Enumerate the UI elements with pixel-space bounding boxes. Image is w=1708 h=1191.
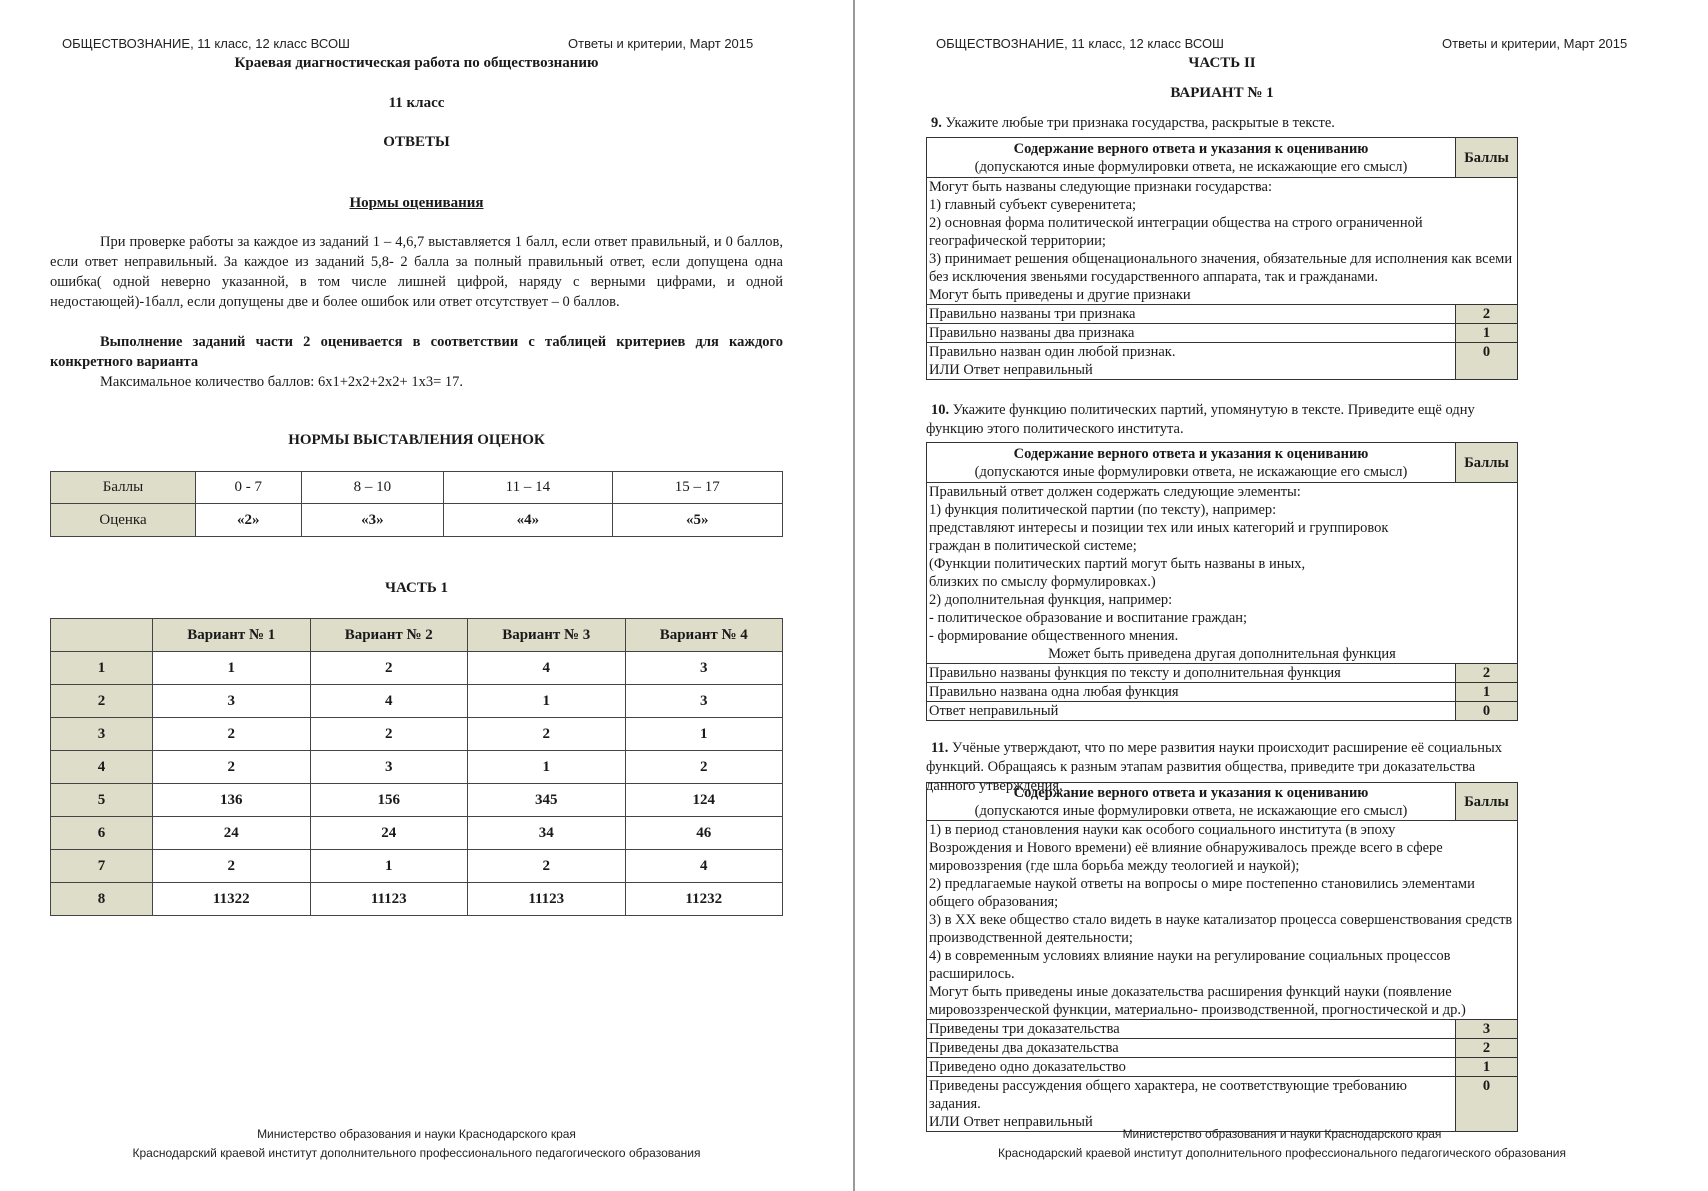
score-criterion: Ответ неправильный [927,702,1456,721]
content-line: 3) принимает решения общенационального значения, обязательные для исполнения как всеми без исключения звеньями государственного аппарата, так и гражданами. [929,251,1513,285]
answer-cell: 2 [625,751,783,784]
score-criterion: Правильно названы два признака [927,324,1456,343]
content-line: 3) в XX веке общество стало видеть в науке катализатор процесса совершенствования средств производственной деятельности; [929,912,1513,946]
grades-range: 15 – 17 [612,472,782,504]
score-value: 3 [1456,1020,1518,1039]
score-criterion: Правильно названа одна любая функция [927,683,1456,702]
answer-cell: 345 [468,784,626,817]
page-divider [853,0,855,1191]
content-line: (Функции политических партий могут быть названы в иных, [929,556,1306,572]
grades-range: 0 - 7 [196,472,302,504]
header-subject: ОБЩЕСТВОЗНАНИЕ, 11 класс, 12 класс ВСОШ [936,36,1224,51]
question-11-number: 11. [931,740,949,756]
norms-paragraph-1 [50,232,783,312]
content-line: 2) предлагаемые наукой ответы на вопросы о мире постепенно становились элементами общего образования; [929,876,1475,910]
score-value: 0 [1456,1077,1518,1132]
content-line: Могут быть приведены и другие признаки [929,287,1191,303]
score-criterion: Правильно названы функция по тексту и дополнительная функция [927,664,1456,683]
score-criterion: Приведены два доказательства [927,1039,1456,1058]
grades-mark: «3» [301,504,444,537]
score-header: Баллы [1456,138,1518,178]
grades-row2-label: Оценка [51,504,196,537]
table-row [51,652,783,685]
score-value: 0 [1456,343,1518,380]
criteria-header-note: (допускаются иные формулировки ответа, не искажающие его смысл) [974,802,1408,819]
criteria-content [927,178,1518,305]
answer-cell: 4 [310,685,468,718]
answer-cell: 1 [468,751,626,784]
task-number-cell: 1 [51,652,153,685]
score-criterion: Правильно названы три признака [927,305,1456,324]
score-criterion-line: Правильно назван один любой признак. [929,344,1176,360]
question-10-number: 10. [931,402,950,418]
answer-cell: 4 [468,652,626,685]
score-value: 1 [1456,324,1518,343]
score-value: 1 [1456,683,1518,702]
answer-cell: 2 [468,850,626,883]
grades-mark: «2» [196,504,302,537]
task-number-cell: 7 [51,850,153,883]
table-row [51,685,783,718]
criteria-table-q9 [926,137,1518,380]
norms-p1-text: При проверке работы за каждое из заданий 1 – 4,6,7 выставляется 1 балл, если ответ правильный, и 0 баллов, если ответ неправильный. За каждое из заданий 5,8- 2 балла за полный правильный ответ, если допущена одна ошибка( одной неверно указанной, в том числе лишней цифрой, наряду с верными цифрами, и одной недостающей)-1балл, если допущены две и более ошибок или ответ отсутствует – 0 баллов. [50,234,783,310]
answer-cell: 24 [310,817,468,850]
criteria-header-note: (допускаются иные формулировки ответа, не искажающие его смысл) [974,158,1408,175]
norms-paragraph-2: Выполнение заданий части 2 оценивается в соответствии с таблицей критериев для каждого конкретного варианта [50,334,783,370]
answer-cell: 11322 [153,883,311,916]
answers-heading: ОТВЕТЫ [383,134,450,150]
criteria-table-q11 [926,782,1518,1132]
table-header-cell: Вариант № 3 [468,619,626,652]
answer-cell: 2 [468,718,626,751]
answer-cell: 1 [625,718,783,751]
criteria-header-title: Содержание верного ответа и указания к оцениванию [1013,140,1369,157]
table-header-cell: Вариант № 4 [625,619,783,652]
answer-cell: 2 [153,718,311,751]
score-value: 1 [1456,1058,1518,1077]
answer-cell: 1 [468,685,626,718]
score-criterion-line: Приведены рассуждения общего характера, не соответствующие требованию задания. [929,1078,1408,1112]
task-number-cell: 6 [51,817,153,850]
criteria-header-note: (допускаются иные формулировки ответа, не искажающие его смысл) [974,463,1408,480]
criteria-header-title: Содержание верного ответа и указания к оцениванию [1013,445,1369,462]
criteria-table-q10 [926,442,1518,721]
header-subject: ОБЩЕСТВОЗНАНИЕ, 11 класс, 12 класс ВСОШ [62,36,350,51]
answer-cell: 124 [625,784,783,817]
answer-cell: 3 [625,685,783,718]
content-line: Правильный ответ должен содержать следующие элементы: [929,484,1301,500]
question-10 [926,401,1518,439]
criteria-content [927,821,1518,1020]
answer-cell: 11232 [625,883,783,916]
task-number-cell: 2 [51,685,153,718]
grades-row1-label: Баллы [51,472,196,504]
answer-cell: 2 [153,751,311,784]
table-row [51,718,783,751]
answer-cell: 2 [310,718,468,751]
content-line: 2) дополнительная функция, например: [929,592,1173,608]
task-number-cell: 8 [51,883,153,916]
criteria-header [927,443,1456,483]
table-header-cell: Вариант № 2 [310,619,468,652]
content-line: 1) функция политической партии (по тексту), например: [929,502,1277,518]
answer-cell: 3 [625,652,783,685]
content-line: Могут быть названы следующие признаки государства: [929,179,1272,195]
answer-cell: 2 [153,850,311,883]
question-9-number: 9. [931,115,942,131]
answer-cell: 24 [153,817,311,850]
score-header: Баллы [1456,783,1518,821]
footer-line-1: Министерство образования и науки Краснодарского края [1122,1127,1442,1141]
grades-mark: «5» [612,504,782,537]
right-page [856,0,1708,1191]
grades-table [50,471,783,537]
answer-cell: 11123 [310,883,468,916]
content-line: - формирование общественного мнения. [929,628,1179,644]
content-line: - политическое образование и воспитание граждан; [929,610,1248,626]
task-number-cell: 4 [51,751,153,784]
content-line: близких по смыслу формулировках.) [929,574,1156,590]
score-criterion-line: ИЛИ Ответ неправильный [929,362,1093,378]
answer-cell: 34 [468,817,626,850]
norms-paragraph-3: Максимальное количество баллов: 6х1+2х2+2х2+ 1х3= 17. [100,374,464,390]
grades-range: 8 – 10 [301,472,444,504]
header-right: Ответы и критерии, Март 2015 [1442,36,1628,51]
content-line: 1) в период становления науки как особого социального института (в эпоху Возрождения и Нового времени) её влияние обнаруживалось прежде всего в сфере мировоззрения (где шла борьба между теологией и наукой); [929,822,1443,874]
score-value: 2 [1456,305,1518,324]
table-row [51,784,783,817]
content-line: Может быть приведена другая дополнительная функция [1048,646,1396,662]
footer-line-2: Краснодарский краевой институт дополнительного профессионального педагогического образования [997,1146,1566,1160]
answer-cell: 4 [625,850,783,883]
question-11-text: Учёные утверждают, что по мере развития науки происходит расширение её социальных функций. Обращаясь к разным этапам развития общества, приведите три доказательства данного утверждения. [926,740,1503,794]
table-header-row [51,619,783,652]
norms-heading: Нормы оценивания [349,195,484,211]
criteria-content [927,483,1518,664]
answer-cell: 11123 [468,883,626,916]
content-line: 2) основная форма политической интеграции общества на строго ограниченной географической территории; [929,215,1423,249]
variant-heading: ВАРИАНТ № 1 [1170,85,1274,101]
grade-label: 11 класс [388,95,445,111]
score-criterion: Приведены три доказательства [927,1020,1456,1039]
grades-heading: НОРМЫ ВЫСТАВЛЕНИЯ ОЦЕНОК [288,432,545,448]
content-line: Могут быть приведены иные доказательства расширения функций науки (появление мировоззренческой функции, материально- производственной, прогностической и др.) [929,984,1466,1018]
content-line: 4) в современным условиях влияние науки на регулирование социальных процессов расширилось. [929,948,1451,982]
answer-cell: 46 [625,817,783,850]
task-number-cell: 3 [51,718,153,751]
answer-cell: 3 [310,751,468,784]
question-10-text: Укажите функцию политических партий, упомянутую в тексте. Приведите ещё одну функцию этого политического института. [926,402,1475,437]
question-9-text: Укажите любые три признака государства, раскрытые в тексте. [945,115,1335,131]
answer-cell: 3 [153,685,311,718]
content-line: представляют интересы и позиции тех или иных категорий и группировок граждан в политической системе; [929,520,1389,554]
part2-heading: ЧАСТЬ II [1188,55,1256,71]
table-row [51,850,783,883]
part1-heading: ЧАСТЬ 1 [384,580,449,596]
grades-mark: «4» [444,504,612,537]
left-page [0,0,853,1191]
table-row [51,751,783,784]
table-header-cell: Вариант № 1 [153,619,311,652]
answer-cell: 1 [153,652,311,685]
score-header: Баллы [1456,443,1518,483]
part1-answers-table [50,618,783,916]
criteria-header [927,783,1456,821]
footer-line-2: Краснодарский краевой институт дополнительного профессионального педагогического образования [132,1146,701,1160]
table-header-cell [51,619,153,652]
score-value: 0 [1456,702,1518,721]
question-9 [926,114,1518,133]
answer-cell: 1 [310,850,468,883]
criteria-header-title: Содержание верного ответа и указания к оцениванию [1013,784,1369,801]
footer-line-1: Министерство образования и науки Краснодарского края [257,1127,576,1141]
criteria-header [927,138,1456,178]
score-criterion-line: ИЛИ Ответ неправильный [929,1114,1093,1130]
table-row [51,883,783,916]
score-criterion: Приведено одно доказательство [927,1058,1456,1077]
score-value: 2 [1456,664,1518,683]
answer-cell: 156 [310,784,468,817]
score-criterion [927,1077,1456,1132]
content-line: 1) главный субъект суверенитета; [929,197,1137,213]
document-title: Краевая диагностическая работа по обществознанию [234,55,599,71]
table-row [51,817,783,850]
header-right: Ответы и критерии, Март 2015 [568,36,754,51]
task-number-cell: 5 [51,784,153,817]
score-value: 2 [1456,1039,1518,1058]
score-criterion [927,343,1456,380]
grades-range: 11 – 14 [444,472,612,504]
answer-cell: 2 [310,652,468,685]
answer-cell: 136 [153,784,311,817]
